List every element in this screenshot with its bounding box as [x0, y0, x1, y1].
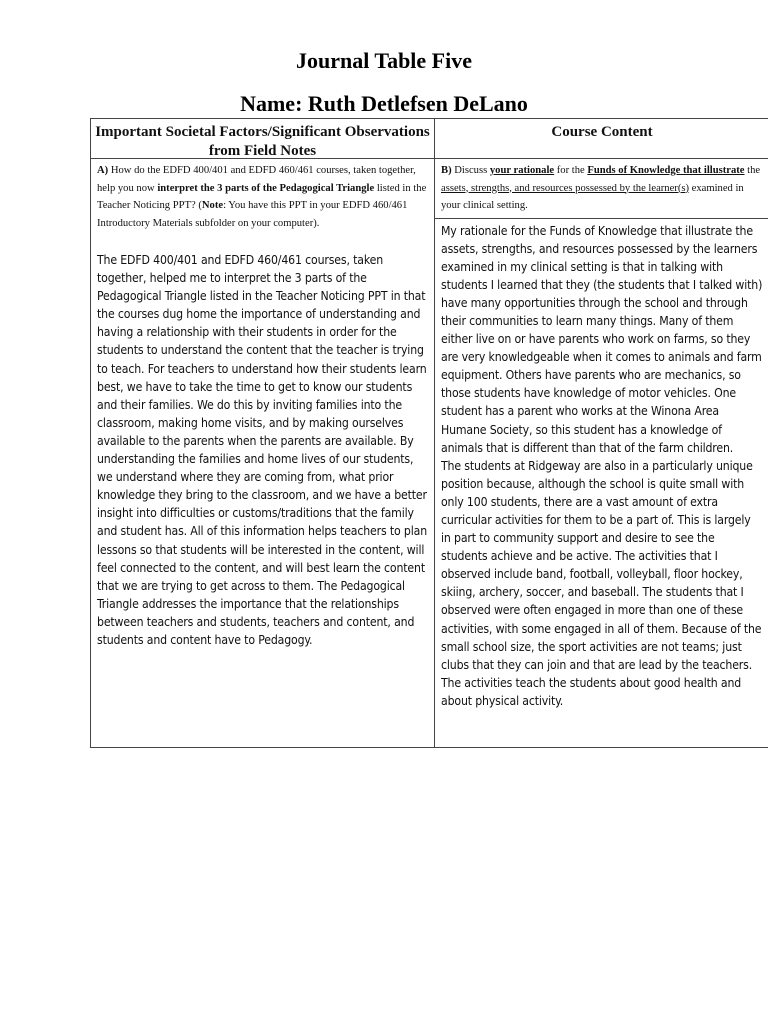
question-a-prompt	[97, 162, 428, 232]
question-a-text-1: How do the EDFD 400/401 and EDFD 460/461 courses, taken together, help you now	[97, 165, 416, 194]
question-b-prompt	[435, 162, 768, 219]
question-a-emphasis: interpret the 3 parts of the Pedagogical Triangle	[157, 182, 375, 194]
question-b-text-4: examined in your clinical setting.	[441, 182, 744, 211]
question-a-answer: The EDFD 400/401 and EDFD 460/461 courses, taken together, helped me to interpret the 3 parts of the Pedagogical Triangle listed in the Teacher Noticing PPT in that the courses dug home the importance of understanding and having a relationship with their students in order for the students to understand the content that the teacher is trying to teach. For teachers to understand how their students learn best, we have to take the time to get to know our students and their families. We do this by inviting families into the classroom, making home visits, and by making ourselves available to the parents when the parents are available. By understanding the families and home lives of our students, we understand where they are coming from, what prior knowledge they bring to the classroom, and we have a better insight into difficulties or customs/traditions that the family and student has. All of this information helps teachers to plan lessons so that students will be interested in the content, will feel connected to the content, and will best learn the content that we are trying to get across to them. The Pedagogical Triangle addresses the importance that the relationships between teachers and students, teachers and content, and students and content have to Pedagogy.	[97, 253, 428, 647]
course-content-cell	[435, 158, 768, 747]
question-b-emphasis-2: Funds of Knowledge that illustrate	[587, 165, 745, 176]
question-b-answer-paragraph-1: My rationale for the Funds of Knowledge that illustrate the assets, strengths, and resources possessed by the learners examined in my clinical setting is that in talking with students I learned that they (the students that I talked with) have many opportunities through the school and through their communities to learn many things. Many of them either live on or have parents who work on farms, so they are very knowledgeable when it comes to animals and farm equipment. Others have parents who are mechanics, so those students have knowledge of motor vehicles. One student has a parent who works at the Winona Area Humane Society, so this student has a knowledge of animals that is different than that of the farm children.	[441, 223, 763, 455]
author-name: Name: Ruth Detlefsen DeLano	[240, 91, 528, 116]
question-b-text-2: for the	[554, 165, 588, 176]
question-a-note-label: Note	[201, 200, 224, 211]
question-b-label: B)	[441, 165, 452, 176]
question-a-text-3: : You have this PPT in your EDFD 460/461 Introductory Materials subfolder on your computer).	[97, 200, 408, 229]
question-b-underlined: assets, strengths, and resources possessed by the learner(s)	[441, 182, 690, 194]
journal-table	[90, 118, 768, 748]
question-a-text-2: listed in the Teacher Noticing PPT? (	[97, 182, 427, 211]
question-b-answer-paragraph-2: The students at Ridgeway are also in a particularly unique position because, although the school is quite small with only 100 students, there are a vast amount of extra curricular activities for them to be a part of. This is largely in part to community support and desire to see the students achieve and be active. The activities that I observed include band, football, volleyball, floor hockey, skiing, archery, soccer, and baseball. The students that I observed were often engaged in more than one of these activities, with some engaged in all of them. Because of the small school size, the sport activities are not teams; just clubs that they can join and that are lead by the teachers. The activities teach the students about good health and about physical activity.	[441, 458, 762, 708]
page-title: Journal Table Five	[295, 48, 473, 73]
col2-header: Course Content	[435, 118, 768, 158]
question-a-label: A)	[97, 165, 109, 176]
question-b-text-1: Discuss	[451, 165, 490, 176]
question-b-text-3: the	[744, 165, 761, 176]
table-body-row	[91, 158, 768, 747]
field-notes-cell	[91, 158, 435, 747]
table-header-row	[91, 118, 768, 158]
question-b-emphasis-1: your rationale	[489, 165, 555, 176]
col1-header: Important Societal Factors/Significant Observations from Field Notes	[91, 118, 435, 158]
